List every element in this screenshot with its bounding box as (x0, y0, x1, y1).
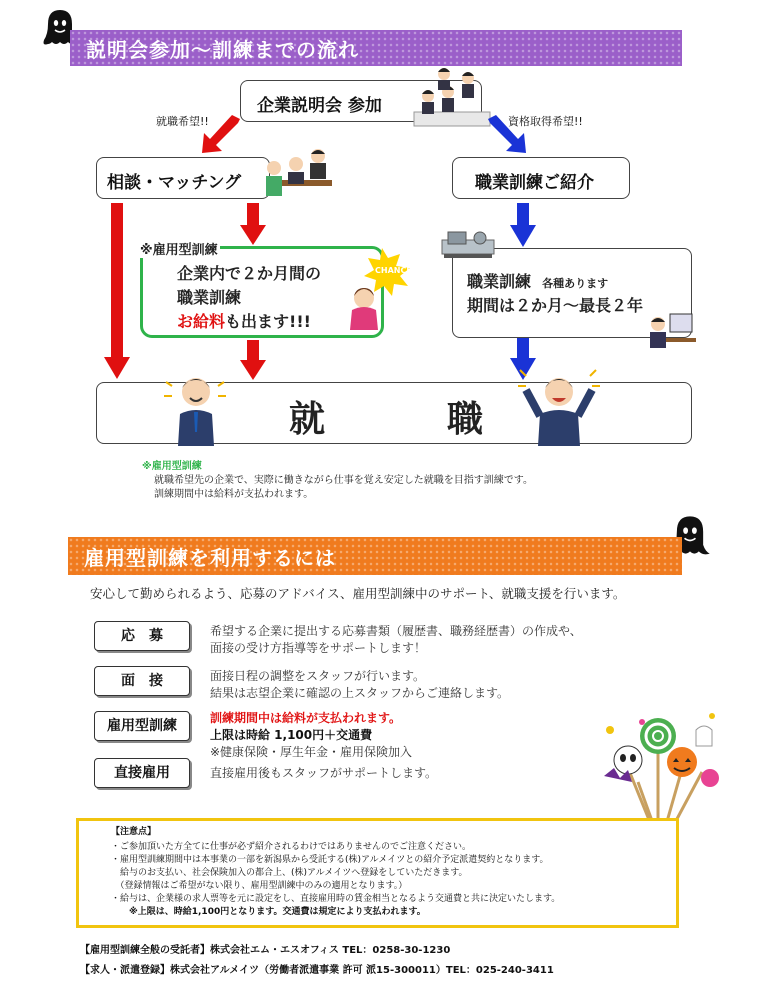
step-direct-label: 直接雇用 (94, 758, 190, 788)
vocational-box (452, 157, 630, 199)
step-apply-desc2: 面接の受け方指導等をサポートします！ (210, 641, 427, 655)
notes-box (76, 818, 679, 928)
happy-man-left-illustration (162, 362, 232, 446)
happy-man-right-illustration (516, 360, 602, 446)
footnote-line2: 訓練期間中は給料が支払われます。 (154, 489, 314, 500)
consulting-people-illustration (256, 146, 336, 206)
footnote-heading (142, 460, 533, 474)
step-interview-desc (210, 668, 509, 702)
notes-title: 【注意点】 (111, 827, 157, 837)
salary-highlight: お給料 (177, 312, 226, 331)
step-interview-desc2: 結果は志望企業に確認の上スタッフからご連絡します。 (210, 686, 510, 700)
blue-diagonal-arrow (484, 115, 528, 155)
pc-worker-illustration (644, 310, 696, 352)
footnote-tag-title: 雇用型訓練 (151, 461, 202, 472)
consult-label: 相談・マッチング (107, 173, 242, 193)
step-interview-label: 面 接 (94, 666, 190, 696)
red-arrow-left-long (104, 203, 130, 379)
briefing-label: 企業説明会 参加 (257, 96, 382, 116)
footnote-line1: 就職希望先の企業で、実際に働きながら仕事を覚え安定した就職を目指す訓練です。 (154, 475, 533, 486)
footnote-tag: ※ (142, 461, 152, 472)
employment-training-line2: 職業訓練 (177, 288, 242, 307)
vocational-detail-period: 期間は２か月～最長２年 (467, 296, 644, 315)
machine-illustration (440, 226, 496, 260)
vocational-label: 職業訓練ご紹介 (475, 173, 594, 193)
notes-line: ・ご参加頂いた方全てに仕事が必ず紹介されるわけではありませんのでご注意ください。 (111, 842, 472, 852)
section2-title: 雇用型訓練を利用するには (84, 546, 336, 570)
salary-rest: も出ます!!! (225, 312, 311, 331)
notes-line: ・雇用型訓練期間中は本事業の一部を新潟県から受託する(株)アルメイツとの紹介予定派遣契約となります。 (111, 855, 549, 865)
section1-banner (70, 30, 682, 66)
step-apply-desc (210, 623, 582, 657)
chance-woman-illustration (338, 246, 422, 332)
vocational-detail-title: 職業訓練 (467, 272, 532, 291)
notes-line: ・給与は、企業様の求人票等を元に設定をし、直接雇用時の賃金相当となるよう交通費と共に決定いたします。 (111, 894, 561, 904)
step-direct-desc (210, 765, 437, 782)
notes-line: （登録情報はご希望がない限り、雇用型訓練中のみの適用となります。） (111, 881, 408, 891)
red-arrow-to-training (240, 203, 266, 245)
blue-arrow-to-detail (510, 203, 536, 247)
red-diagonal-arrow (200, 115, 244, 155)
meeting-people-illustration (408, 66, 494, 132)
vocational-detail-note: 各種あります (542, 277, 609, 290)
section1-title: 説明会参加～訓練までの流れ (86, 38, 359, 62)
right-branch-label: 資格取得希望!! (508, 115, 583, 128)
step-apply-desc1: 希望する企業に提出する応募書類（履歴書、職務経歴書）の作成や、 (210, 624, 582, 638)
employment-training-line3 (177, 309, 311, 332)
employment-training-line1: 企業内で２か月間の (177, 264, 322, 283)
step-interview-desc1: 面接日程の調整をスタッフが行います。 (210, 669, 426, 683)
step-training-desc1: 訓練期間中は給料が支払われます。 (210, 711, 402, 725)
job-right-char: 職 (447, 399, 484, 440)
footer-recruitment: 【求人・派遣登録】株式会社アルメイツ（労働者派遣事業 許可 派15-300011）TEL：025-240-3411 (80, 965, 554, 976)
step-training-desc3: ※健康保険・厚生年金・雇用保険加入 (210, 745, 413, 759)
step-training-desc (210, 710, 412, 761)
chance-text: CHANCE (375, 266, 412, 275)
footnote (142, 460, 533, 502)
red-arrow-to-job (240, 340, 266, 380)
step-apply-label: 応 募 (94, 621, 190, 651)
notes-lines (111, 841, 560, 919)
job-left-char: 就 (289, 399, 326, 440)
vocational-detail-title-row (467, 269, 608, 292)
footer-contractor: 【雇用型訓練全般の受託者】株式会社エム・エスオフィス TEL：0258-30-1230 (80, 945, 451, 956)
section2-banner (68, 537, 682, 575)
step-training-label: 雇用型訓練 (94, 711, 190, 741)
step-direct-desc1: 直接雇用後もスタッフがサポートします。 (210, 766, 438, 780)
left-branch-label: 就職希望!! (156, 115, 209, 128)
consult-box (96, 157, 270, 199)
step-training-desc2: 上限は時給 1,100円＋交通費 (210, 728, 373, 742)
notes-line: ※上限は、時給1,100円となります。交通費は規定により支払われます。 (111, 907, 426, 917)
employment-training-tag: ※雇用型訓練 (138, 239, 220, 258)
section2-intro: 安心して勤められるよう、応募のアドバイス、雇用型訓練中のサポート、就職支援を行います。 (90, 586, 626, 601)
notes-line: 給与のお支払い、社会保険加入の都合上、(株)アルメイツへ登録をしていただきます。 (111, 868, 468, 878)
